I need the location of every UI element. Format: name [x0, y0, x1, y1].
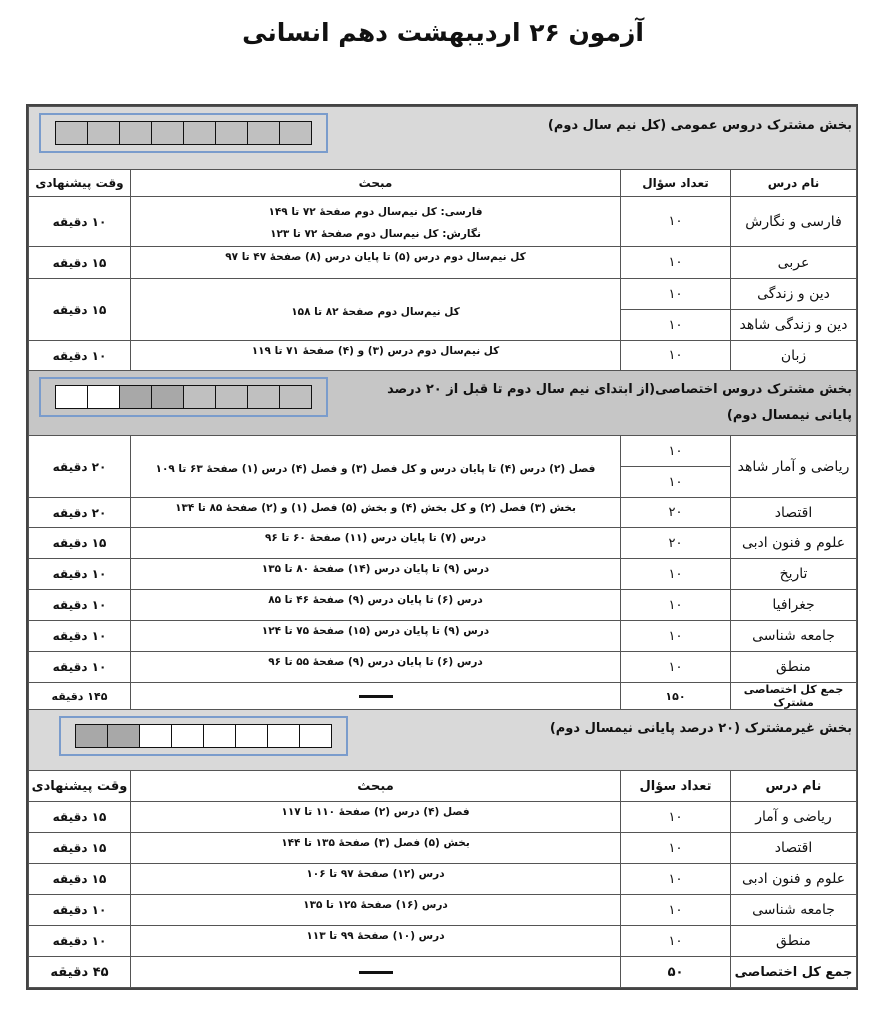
progress-box-light [88, 122, 120, 144]
topic: درس (۶) تا پایان درس (۹) صفحهٔ ۵۵ تا ۹۶ [131, 652, 621, 683]
table-row [29, 833, 857, 864]
section-title: بخش غیرمشترک (۲۰ درصد پایانی نیمسال دوم) [549, 721, 852, 736]
table-row [29, 559, 857, 590]
question-count: ۱۰ [621, 864, 731, 895]
topic: درس (۱۶) صفحهٔ ۱۲۵ تا ۱۳۵ [131, 895, 621, 926]
question-count: ۲۰ [621, 498, 731, 528]
progress-box-empty [88, 386, 120, 408]
suggested-time: ۱۵ دقیقه [29, 802, 131, 833]
question-count: ۱۰ [621, 467, 731, 498]
question-count: ۱۰ [621, 926, 731, 957]
question-count: ۱۰ [621, 621, 731, 652]
suggested-time: ۱۰ دقیقه [29, 895, 131, 926]
section-header-general [29, 107, 857, 170]
header-name: نام درس [731, 771, 857, 802]
total-label: جمع کل اختصاصی [731, 957, 857, 988]
progress-box-empty [236, 725, 268, 747]
progress-bar-box [39, 113, 328, 153]
progress-box-light [184, 386, 216, 408]
header-count: تعداد سؤال [621, 170, 731, 197]
course-name: دین و زندگی [731, 279, 857, 310]
course-name: جامعه شناسی [731, 895, 857, 926]
progress-box-empty [204, 725, 236, 747]
course-name: علوم و فنون ادبی [731, 864, 857, 895]
total-count: ۱۵۰ [621, 683, 731, 710]
topic: درس (۹) تا پایان درس (۱۴) صفحهٔ ۸۰ تا ۱۳۵ [131, 559, 621, 590]
suggested-time: ۱۵ دقیقه [29, 279, 131, 341]
total-time: ۴۵ دقیقه [29, 957, 131, 988]
topic-line: نگارش: کل نیم‌سال دوم صفحهٔ ۷۲ تا ۱۲۳ [270, 228, 481, 240]
progress-box-mid [108, 725, 140, 747]
page-title: آزمون ۲۶ اردیبهشت دهم انسانی [242, 18, 644, 47]
progress-box-empty [172, 725, 204, 747]
topic: درس (۹) تا پایان درس (۱۵) صفحهٔ ۷۵ تا ۱۲۴ [131, 621, 621, 652]
topic: درس (۶) تا پایان درس (۹) صفحهٔ ۴۶ تا ۸۵ [131, 590, 621, 621]
suggested-time: ۲۰ دقیقه [29, 498, 131, 528]
question-count: ۱۰ [621, 247, 731, 279]
table-row [29, 895, 857, 926]
header-topic: مبحث [131, 170, 621, 197]
suggested-time: ۱۵ دقیقه [29, 864, 131, 895]
table-row [29, 279, 857, 310]
question-count: ۱۰ [621, 559, 731, 590]
question-count: ۱۰ [621, 652, 731, 683]
column-headers [29, 170, 857, 197]
suggested-time: ۱۰ دقیقه [29, 590, 131, 621]
section-header-non-shared [29, 710, 857, 771]
suggested-time: ۱۰ دقیقه [29, 197, 131, 247]
table-row [29, 528, 857, 559]
header-count: تعداد سؤال [621, 771, 731, 802]
question-count: ۱۰ [621, 833, 731, 864]
exam-schedule-table [26, 104, 858, 990]
question-count: ۱۰ [621, 895, 731, 926]
course-name: علوم و فنون ادبی [731, 528, 857, 559]
progress-box-empty [140, 725, 172, 747]
total-label: جمع کل اختصاصی مشترک [731, 683, 857, 710]
course-name: عربی [731, 247, 857, 279]
progress-box-light [216, 386, 248, 408]
course-name: جامعه شناسی [731, 621, 857, 652]
progress-bar [55, 121, 312, 145]
progress-bar [55, 385, 312, 409]
progress-box-mid [152, 386, 184, 408]
suggested-time: ۱۰ دقیقه [29, 926, 131, 957]
course-name: تاریخ [731, 559, 857, 590]
table-row [29, 926, 857, 957]
header-name: نام درس [731, 170, 857, 197]
topic: درس (۷) تا پایان درس (۱۱) صفحهٔ ۶۰ تا ۹۶ [131, 528, 621, 559]
progress-box-light [120, 122, 152, 144]
table-row [29, 341, 857, 371]
suggested-time: ۲۰ دقیقه [29, 436, 131, 498]
progress-box-light [280, 122, 311, 144]
progress-box-light [248, 386, 280, 408]
progress-box-light [152, 122, 184, 144]
question-count: ۱۰ [621, 590, 731, 621]
question-count: ۱۰ [621, 310, 731, 341]
suggested-time: ۱۵ دقیقه [29, 247, 131, 279]
course-name: ریاضی و آمار [731, 802, 857, 833]
course-name: اقتصاد [731, 833, 857, 864]
table-row [29, 498, 857, 528]
topic: فصل (۴) درس (۲) صفحهٔ ۱۱۰ تا ۱۱۷ [131, 802, 621, 833]
section-title: بخش مشترک دروس اختصاصی(از ابتدای نیم سال دوم تا قبل از ۲۰ درصد پایانی نیمسال دوم) [387, 382, 852, 423]
progress-box-empty [300, 725, 331, 747]
question-count: ۱۰ [621, 802, 731, 833]
suggested-time: ۱۰ دقیقه [29, 341, 131, 371]
topic: بخش (۵) فصل (۳) صفحهٔ ۱۳۵ تا ۱۴۴ [131, 833, 621, 864]
progress-box-empty [268, 725, 300, 747]
question-count: ۱۰ [621, 341, 731, 371]
suggested-time: ۱۵ دقیقه [29, 528, 131, 559]
total-time: ۱۴۵ دقیقه [29, 683, 131, 710]
table-row [29, 247, 857, 279]
progress-box-mid [120, 386, 152, 408]
table-row [29, 197, 857, 247]
progress-box-light [184, 122, 216, 144]
table-row [29, 802, 857, 833]
question-count: ۱۰ [621, 279, 731, 310]
suggested-time: ۱۰ دقیقه [29, 621, 131, 652]
topic: کل نیم‌سال دوم صفحهٔ ۸۲ تا ۱۵۸ [131, 279, 621, 341]
progress-bar [75, 724, 332, 748]
topic: بخش (۳) فصل (۲) و کل بخش (۴) و بخش (۵) فصل (۱) و (۲) صفحهٔ ۸۵ تا ۱۳۴ [131, 498, 621, 528]
table-row [29, 621, 857, 652]
table-row [29, 590, 857, 621]
progress-bar-box [59, 716, 348, 756]
course-name: زبان [731, 341, 857, 371]
course-name: منطق [731, 926, 857, 957]
course-name: منطق [731, 652, 857, 683]
table-row [29, 652, 857, 683]
question-count: ۱۰ [621, 197, 731, 247]
question-count: ۱۰ [621, 436, 731, 467]
question-count: ۲۰ [621, 528, 731, 559]
topic: درس (۱۲) صفحهٔ ۹۷ تا ۱۰۶ [131, 864, 621, 895]
topic [131, 197, 621, 247]
total-count: ۵۰ [621, 957, 731, 988]
section-title: بخش مشترک دروس عمومی (کل نیم سال دوم) [547, 118, 852, 133]
progress-box-light [248, 122, 280, 144]
topic: کل نیم‌سال دوم درس (۵) تا پایان درس (۸) صفحهٔ ۴۷ تا ۹۷ [131, 247, 621, 279]
course-name: جغرافیا [731, 590, 857, 621]
total-row [29, 683, 857, 710]
header-time: وقت پیشنهادی [29, 771, 131, 802]
topic-line: فارسی: کل نیم‌سال دوم صفحهٔ ۷۲ تا ۱۴۹ [268, 206, 483, 218]
column-headers [29, 771, 857, 802]
progress-box-empty [56, 386, 88, 408]
dash-placeholder [359, 695, 393, 698]
progress-box-light [56, 122, 88, 144]
progress-box-light [216, 122, 248, 144]
course-name: دین و زندگی شاهد [731, 310, 857, 341]
header-time: وقت پیشنهادی [29, 170, 131, 197]
topic: کل نیم‌سال دوم درس (۳) و (۴) صفحهٔ ۷۱ تا ۱۱۹ [131, 341, 621, 371]
total-row [29, 957, 857, 988]
progress-box-mid [76, 725, 108, 747]
topic: درس (۱۰) صفحهٔ ۹۹ تا ۱۱۳ [131, 926, 621, 957]
course-name: اقتصاد [731, 498, 857, 528]
total-topic [131, 683, 621, 710]
topic: فصل (۲) درس (۴) تا پایان درس و کل فصل (۳) و فصل (۴) درس (۱) صفحهٔ ۶۳ تا ۱۰۹ [131, 436, 621, 498]
total-topic [131, 957, 621, 988]
header-topic: مبحث [131, 771, 621, 802]
suggested-time: ۱۰ دقیقه [29, 559, 131, 590]
course-name: فارسی و نگارش [731, 197, 857, 247]
table-row [29, 864, 857, 895]
suggested-time: ۱۵ دقیقه [29, 833, 131, 864]
course-name: ریاضی و آمار شاهد [731, 436, 857, 498]
table-row [29, 436, 857, 467]
progress-box-light [280, 386, 311, 408]
dash-placeholder [359, 971, 393, 974]
progress-bar-box [39, 377, 328, 417]
section-header-specialized-shared [29, 371, 857, 436]
suggested-time: ۱۰ دقیقه [29, 652, 131, 683]
